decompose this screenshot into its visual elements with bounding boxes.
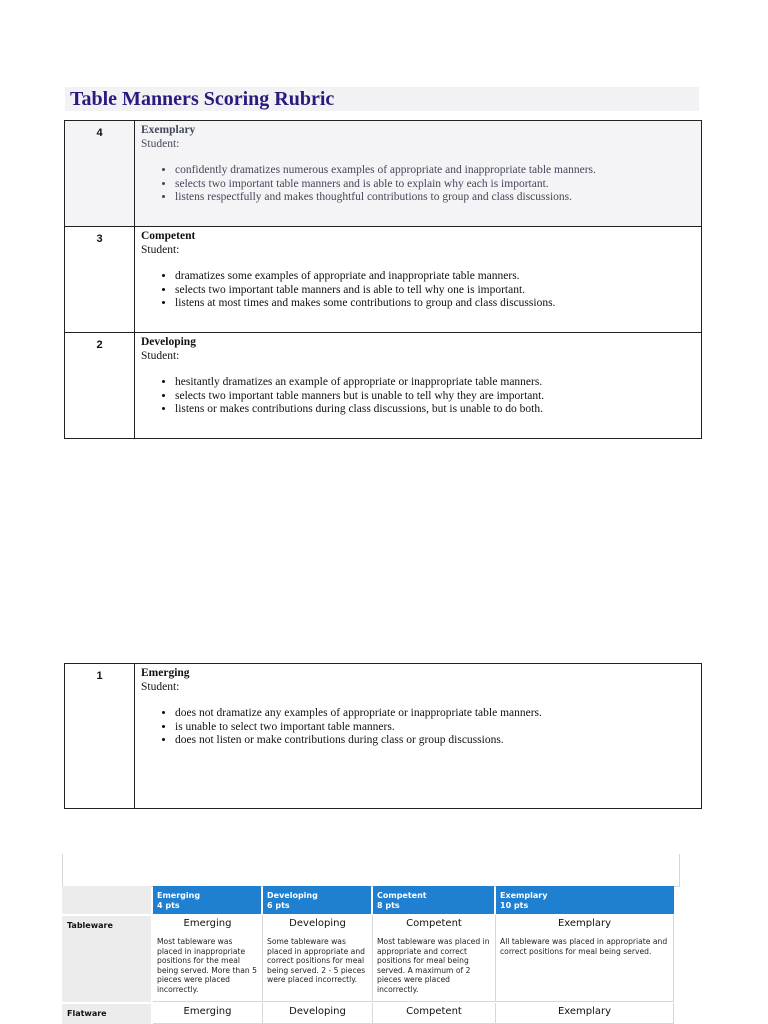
cell-level: Exemplary bbox=[557, 1006, 612, 1017]
subject-label: Student: bbox=[141, 680, 180, 693]
criteria-list bbox=[141, 270, 695, 311]
column-header-points: 10 pts bbox=[500, 900, 529, 910]
rubric-table bbox=[64, 120, 702, 439]
criterion-item: • listens at most times and makes some contributions to group and class discussions. bbox=[175, 297, 695, 311]
grid-cell[interactable] bbox=[263, 1003, 373, 1024]
grid-cell[interactable] bbox=[373, 1003, 496, 1024]
rubric-row bbox=[65, 664, 702, 809]
description-cell bbox=[135, 121, 702, 227]
level-name: Developing bbox=[141, 336, 196, 348]
score-cell: 1 bbox=[65, 664, 135, 809]
column-header-exemplary bbox=[496, 886, 674, 914]
criterion-item: • listens or makes contributions during class discussions, but is unable to do both. bbox=[175, 403, 695, 417]
column-header-points: 8 pts bbox=[377, 900, 400, 910]
subject-label: Student: bbox=[141, 137, 180, 150]
column-header-name: Emerging bbox=[157, 891, 201, 900]
grid-cell[interactable] bbox=[496, 1003, 674, 1024]
score-cell: 2 bbox=[65, 333, 135, 439]
subject-label: Student: bbox=[141, 349, 180, 362]
cell-description: Some tableware was placed in appropriate and correct positions for meal being served. 2 - 5 pieces were placed incorrectly. bbox=[267, 937, 366, 984]
cell-level: Exemplary bbox=[557, 918, 612, 929]
rubric-table-continued bbox=[64, 663, 702, 809]
criterion-item: • selects two important table manners and is able to tell why one is important. bbox=[175, 284, 695, 298]
column-header-developing bbox=[263, 886, 371, 914]
cell-level: Emerging bbox=[183, 1006, 232, 1017]
cell-description: Most tableware was placed in inappropriate positions for the meal being served. More than 5 pieces were placed incorrectly. bbox=[157, 937, 257, 994]
criteria-list bbox=[141, 164, 695, 205]
criterion-item: • confidently dramatizes numerous examples of appropriate and inappropriate table manners. bbox=[175, 164, 695, 178]
criteria-list bbox=[141, 707, 695, 748]
level-name: Exemplary bbox=[141, 124, 196, 136]
cell-level: Competent bbox=[406, 1006, 462, 1017]
description-cell bbox=[135, 227, 702, 333]
criterion-item: • dramatizes some examples of appropriate and inappropriate table manners. bbox=[175, 270, 695, 284]
column-header-name: Exemplary bbox=[500, 891, 548, 900]
criterion-item: • is unable to select two important table manners. bbox=[175, 721, 695, 735]
rubric-row bbox=[65, 333, 702, 439]
row-label-tableware: Tableware bbox=[62, 916, 151, 1002]
cell-level: Developing bbox=[289, 1006, 346, 1017]
grid-cell[interactable] bbox=[153, 1003, 263, 1024]
column-header-name: Developing bbox=[267, 891, 318, 900]
criterion-item: • hesitantly dramatizes an example of appropriate or inappropriate table manners. bbox=[175, 376, 695, 390]
cell-level: Competent bbox=[406, 918, 462, 929]
description-cell bbox=[135, 664, 702, 809]
level-name: Emerging bbox=[141, 667, 190, 679]
score-cell: 3 bbox=[65, 227, 135, 333]
page-title: Table Manners Scoring Rubric bbox=[70, 88, 335, 110]
criterion-item: • does not dramatize any examples of appropriate or inappropriate table manners. bbox=[175, 707, 695, 721]
cell-level: Emerging bbox=[183, 918, 232, 929]
header-corner bbox=[62, 886, 151, 914]
grid-cell[interactable] bbox=[496, 915, 674, 1002]
criteria-list bbox=[141, 376, 695, 417]
column-header-competent bbox=[373, 886, 494, 914]
subject-label: Student: bbox=[141, 243, 180, 256]
grid-cell[interactable] bbox=[373, 915, 496, 1002]
criterion-item: • selects two important table manners but is unable to tell why they are important. bbox=[175, 390, 695, 404]
score-cell: 4 bbox=[65, 121, 135, 227]
criterion-item: • selects two important table manners and is able to explain why each is important. bbox=[175, 178, 695, 192]
column-header-points: 6 pts bbox=[267, 900, 290, 910]
criterion-item: • does not listen or make contributions during class or group discussions. bbox=[175, 734, 695, 748]
description-cell bbox=[135, 333, 702, 439]
cell-description: Most tableware was placed in appropriate and correct positions for meal being served. A maximum of 2 pieces were placed incorrectly. bbox=[377, 937, 490, 994]
row-label-flatware: Flatware bbox=[62, 1004, 151, 1024]
rubric-grid-frame bbox=[62, 854, 680, 887]
column-header-emerging bbox=[153, 886, 261, 914]
title-bar bbox=[65, 87, 699, 111]
grid-cell[interactable] bbox=[263, 915, 373, 1002]
criterion-item: • listens respectfully and makes thoughtful contributions to group and class discussions. bbox=[175, 191, 695, 205]
rubric-row bbox=[65, 227, 702, 333]
column-header-points: 4 pts bbox=[157, 900, 180, 910]
column-header-name: Competent bbox=[377, 891, 427, 900]
level-name: Competent bbox=[141, 230, 196, 242]
grid-cell[interactable] bbox=[153, 915, 263, 1002]
cell-description: All tableware was placed in appropriate and correct positions for meal being served. bbox=[500, 937, 668, 956]
cell-level: Developing bbox=[289, 918, 346, 929]
rubric-row bbox=[65, 121, 702, 227]
